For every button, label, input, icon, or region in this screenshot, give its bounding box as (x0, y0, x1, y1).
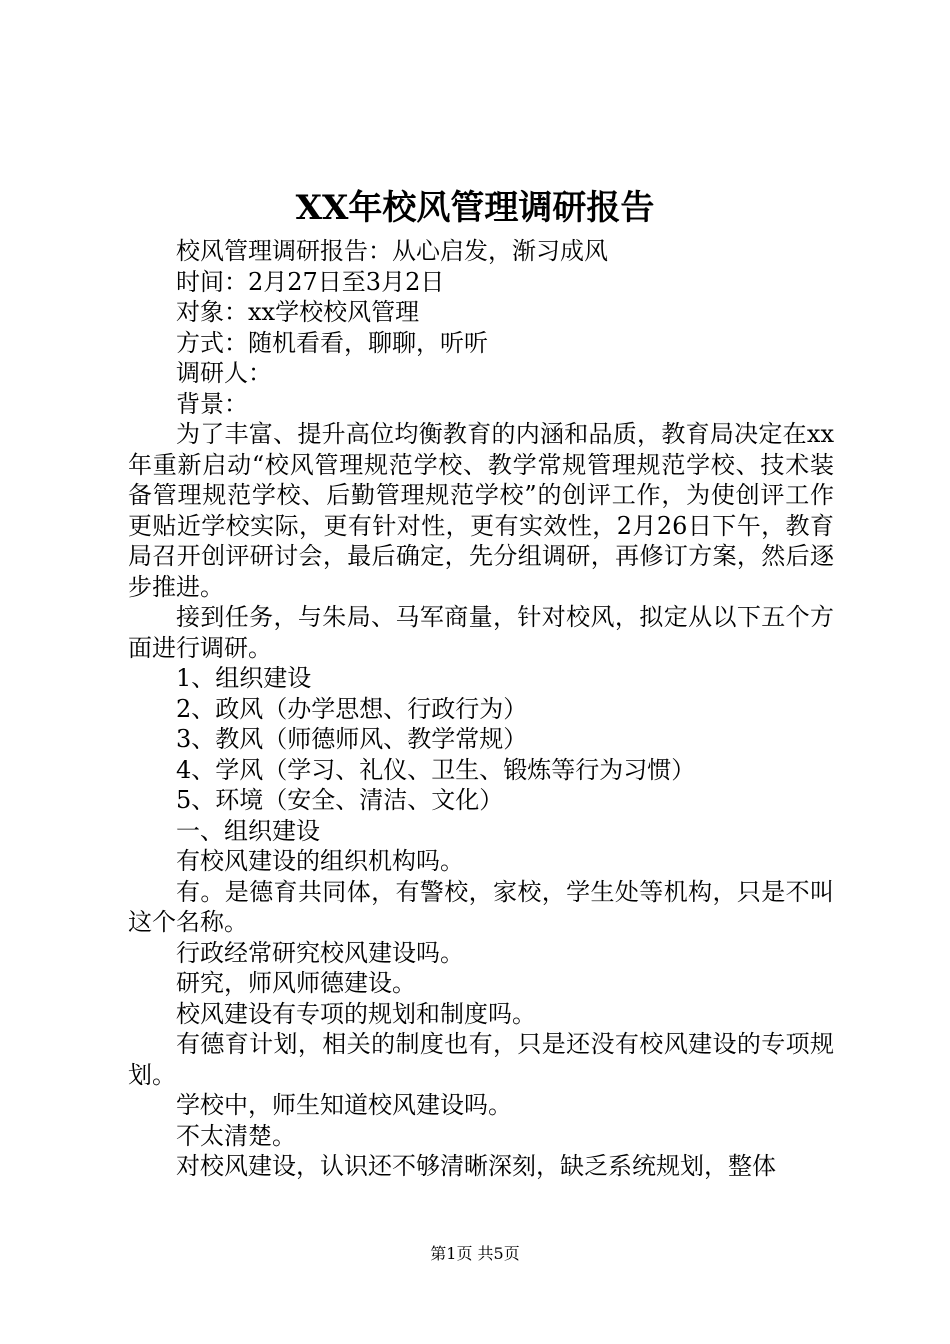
question: 学校中，师生知道校风建设吗。 (176, 1091, 512, 1119)
list-item: 2、政风（办学思想、行政行为） (176, 694, 528, 723)
paragraph: 方式：随机看看，聊聊，听听 (176, 328, 488, 357)
paragraph: 背景： (176, 389, 248, 418)
section-heading: 一、组织建设 (176, 816, 320, 845)
paragraph: 校风管理调研报告：从心启发，渐习成风 (176, 237, 608, 265)
paragraph: 为了丰富、提升高位均衡教育的内涵和品质，教育局决定在xx年重新启动“校风管理规范学校、教学常规管理规范学校、技术装备管理规范学校、后勤管理规范学校”的创评工作，为使创评工作更贴近学校实际，更有针对性，更有实效性，2月26日下午，教育局召开创评研讨会，最后确定，先分组调研，再修订方案，然后逐步推进。 (128, 420, 834, 601)
question: 行政经常研究校风建设吗。 (176, 938, 464, 967)
answer: 有德育计划，相关的制度也有，只是还没有校风建设的专项规划。 (128, 1030, 834, 1089)
list-item: 3、教风（师德师风、教学常规） (176, 725, 528, 753)
list-item: 1、组织建设 (176, 664, 312, 692)
list-item: 4、学风（学习、礼仪、卫生、锻炼等行为习惯） (176, 755, 696, 784)
paragraph: 对校风建设，认识还不够清晰深刻，缺乏系统规划，整体 (176, 1152, 776, 1180)
paragraph: 接到任务，与朱局、马军商量，针对校风，拟定从以下五个方面进行调研。 (128, 603, 834, 662)
list-item: 5、环境（安全、清洁、文化） (176, 786, 504, 814)
question: 校风建设有专项的规划和制度吗。 (176, 999, 536, 1028)
answer: 研究，师风师德建设。 (176, 969, 416, 997)
page-footer: 第1页 共5页 (430, 1244, 520, 1263)
answer: 不太清楚。 (176, 1121, 296, 1150)
paragraph: 对象：xx学校校风管理 (176, 298, 420, 326)
question: 有校风建设的组织机构吗。 (176, 847, 464, 875)
answer: 有。是德育共同体，有警校，家校，学生处等机构，只是不叫这个名称。 (128, 877, 834, 936)
document-body (128, 236, 834, 1182)
paragraph: 时间：2月27日至3月2日 (176, 267, 445, 296)
paragraph: 调研人： (176, 359, 272, 387)
document-title: XX年校风管理调研报告 (295, 188, 655, 228)
